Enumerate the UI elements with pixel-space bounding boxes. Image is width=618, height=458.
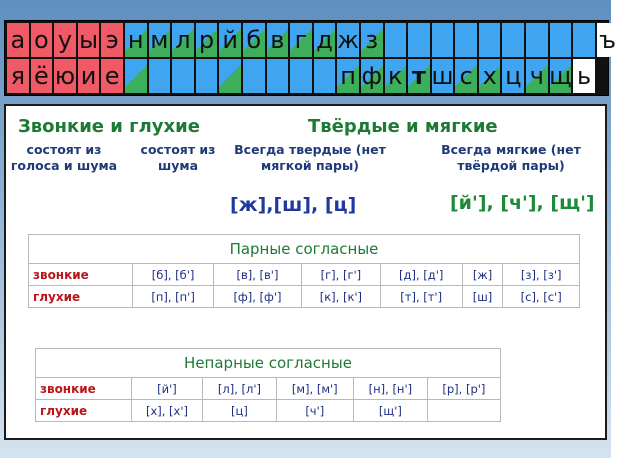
letter: щ	[549, 62, 572, 90]
letter-cell	[432, 59, 454, 93]
alphabet-row-2	[7, 59, 595, 93]
letter: х	[482, 62, 497, 90]
letter-cell	[337, 23, 359, 57]
table-row	[29, 286, 580, 308]
letter-cell	[219, 59, 241, 93]
letter-cell	[125, 23, 147, 57]
letter: п	[340, 62, 356, 90]
letter: н	[127, 26, 144, 54]
letter: с	[459, 62, 473, 90]
paired-table-title: Парные согласные	[29, 235, 580, 264]
letter-cell	[78, 59, 100, 93]
table-cell: [с], [с']	[503, 286, 580, 308]
letter: д	[316, 26, 333, 54]
letter: ф	[361, 62, 382, 90]
letter: м	[150, 26, 169, 54]
letter-cell	[125, 59, 147, 93]
letter-cell	[196, 59, 218, 93]
unpaired-consonants-table	[35, 348, 501, 422]
letter-cell	[314, 59, 336, 93]
heading-hard-soft: Твёрдые и мягкие	[308, 116, 498, 137]
letter-cell	[243, 59, 265, 93]
table-cell: [б], [б']	[133, 264, 214, 286]
letter-cell	[149, 59, 171, 93]
letter-cell	[172, 23, 194, 57]
letter: я	[10, 62, 26, 90]
letter-cell	[196, 23, 218, 57]
letter-cell	[573, 23, 595, 57]
letter-cell	[267, 59, 289, 93]
letter-cell	[502, 59, 524, 93]
letter-cell	[455, 23, 477, 57]
letter-cell	[290, 23, 312, 57]
table-row	[29, 264, 580, 286]
letter-cell	[101, 59, 123, 93]
consonants-panel	[4, 104, 607, 440]
letter-cell	[31, 59, 53, 93]
letter-cell	[432, 23, 454, 57]
letter-cell	[408, 59, 430, 93]
letter: у	[57, 26, 73, 54]
letter-cell	[597, 23, 618, 57]
letter: ю	[54, 62, 76, 90]
table-cell: [г], [г']	[302, 264, 381, 286]
table-cell: [н], [н']	[353, 378, 427, 400]
letter: ъ	[599, 26, 617, 54]
table-cell: [д], [д']	[380, 264, 462, 286]
letter: й	[222, 26, 238, 54]
letter-cell	[78, 23, 100, 57]
letter-cell	[290, 59, 312, 93]
letter: б	[246, 26, 262, 54]
alphabet-strip	[4, 20, 617, 96]
table-cell: [ц]	[203, 400, 276, 422]
letter: з	[365, 26, 379, 54]
letter: ц	[505, 62, 522, 90]
letter: ё	[34, 62, 49, 90]
row-label-voiceless: глухие	[29, 286, 133, 308]
letter-cell	[54, 23, 76, 57]
letter-cell	[361, 23, 383, 57]
letter-cell	[573, 59, 595, 93]
letter-cell	[267, 23, 289, 57]
always-hard-list: [ж],[ш], [ц]	[230, 194, 357, 216]
letter: ж	[337, 26, 359, 54]
table-cell: [щ']	[353, 400, 427, 422]
letter: а	[10, 26, 26, 54]
always-hard-description: Всегда твердые (нет мягкой пары)	[234, 142, 386, 173]
letter: ш	[431, 62, 454, 90]
letter: ь	[576, 62, 592, 90]
letter: к	[388, 62, 403, 90]
table-cell: [л], [л']	[203, 378, 276, 400]
letter-cell	[7, 59, 29, 93]
table-cell: [з], [з']	[503, 264, 580, 286]
letter-cell	[172, 59, 194, 93]
letter-cell	[479, 59, 501, 93]
letter: г	[294, 26, 308, 54]
letter-cell	[502, 23, 524, 57]
table-row	[36, 400, 501, 422]
letter-cell	[526, 23, 548, 57]
table-cell: [й']	[131, 378, 203, 400]
letter: ч	[529, 62, 544, 90]
table-cell: [ф], [ф']	[213, 286, 301, 308]
letter-cell	[408, 23, 430, 57]
row-label-voiceless: глухие	[36, 400, 132, 422]
table-cell	[427, 400, 500, 422]
letter-cell	[314, 23, 336, 57]
row-label-voiced: звонкие	[29, 264, 133, 286]
letter: е	[104, 62, 120, 90]
voiced-description: состоят из голоса и шума	[10, 142, 118, 173]
letter-cell	[385, 59, 407, 93]
heading-voiced-voiceless: Звонкие и глухие	[18, 116, 200, 137]
letter-cell	[526, 59, 548, 93]
row-label-voiced: звонкие	[36, 378, 132, 400]
always-soft-description: Всегда мягкие (нет твёрдой пары)	[441, 142, 581, 173]
table-cell: [в], [в']	[213, 264, 301, 286]
paired-consonants-table	[28, 234, 580, 308]
letter-cell	[7, 23, 29, 57]
table-cell: [п], [п']	[133, 286, 214, 308]
table-cell: [ж]	[462, 264, 503, 286]
letter-cell	[54, 59, 76, 93]
letter: т	[411, 62, 426, 90]
table-cell: [р], [р']	[427, 378, 500, 400]
letter: э	[105, 26, 119, 54]
table-cell: [х], [х']	[131, 400, 203, 422]
letter-cell	[337, 59, 359, 93]
table-cell: [ш]	[462, 286, 503, 308]
letter-cell	[149, 23, 171, 57]
letter-cell	[385, 23, 407, 57]
table-cell: [т], [т']	[380, 286, 462, 308]
letter: ы	[79, 26, 99, 54]
letter: р	[198, 26, 215, 54]
voiceless-description: состоят из шума	[140, 142, 216, 173]
letter: о	[34, 26, 49, 54]
alphabet-row-1	[7, 23, 618, 57]
letter-cell	[550, 23, 572, 57]
letter: в	[270, 26, 285, 54]
letter-cell	[243, 23, 265, 57]
table-cell: [ч']	[276, 400, 353, 422]
letter-cell	[101, 23, 123, 57]
always-soft-list: [й'], [ч'], [щ']	[450, 192, 595, 214]
letter-cell	[219, 23, 241, 57]
unpaired-table-title: Непарные согласные	[36, 349, 501, 378]
table-cell: [м], [м']	[276, 378, 353, 400]
letter-cell	[361, 59, 383, 93]
letter-cell	[455, 59, 477, 93]
letter-cell	[479, 23, 501, 57]
letter-cell	[550, 59, 572, 93]
letter-cell	[31, 23, 53, 57]
letter: и	[80, 62, 97, 90]
table-row	[36, 378, 501, 400]
letter: л	[175, 26, 191, 54]
table-cell: [к], [к']	[302, 286, 381, 308]
